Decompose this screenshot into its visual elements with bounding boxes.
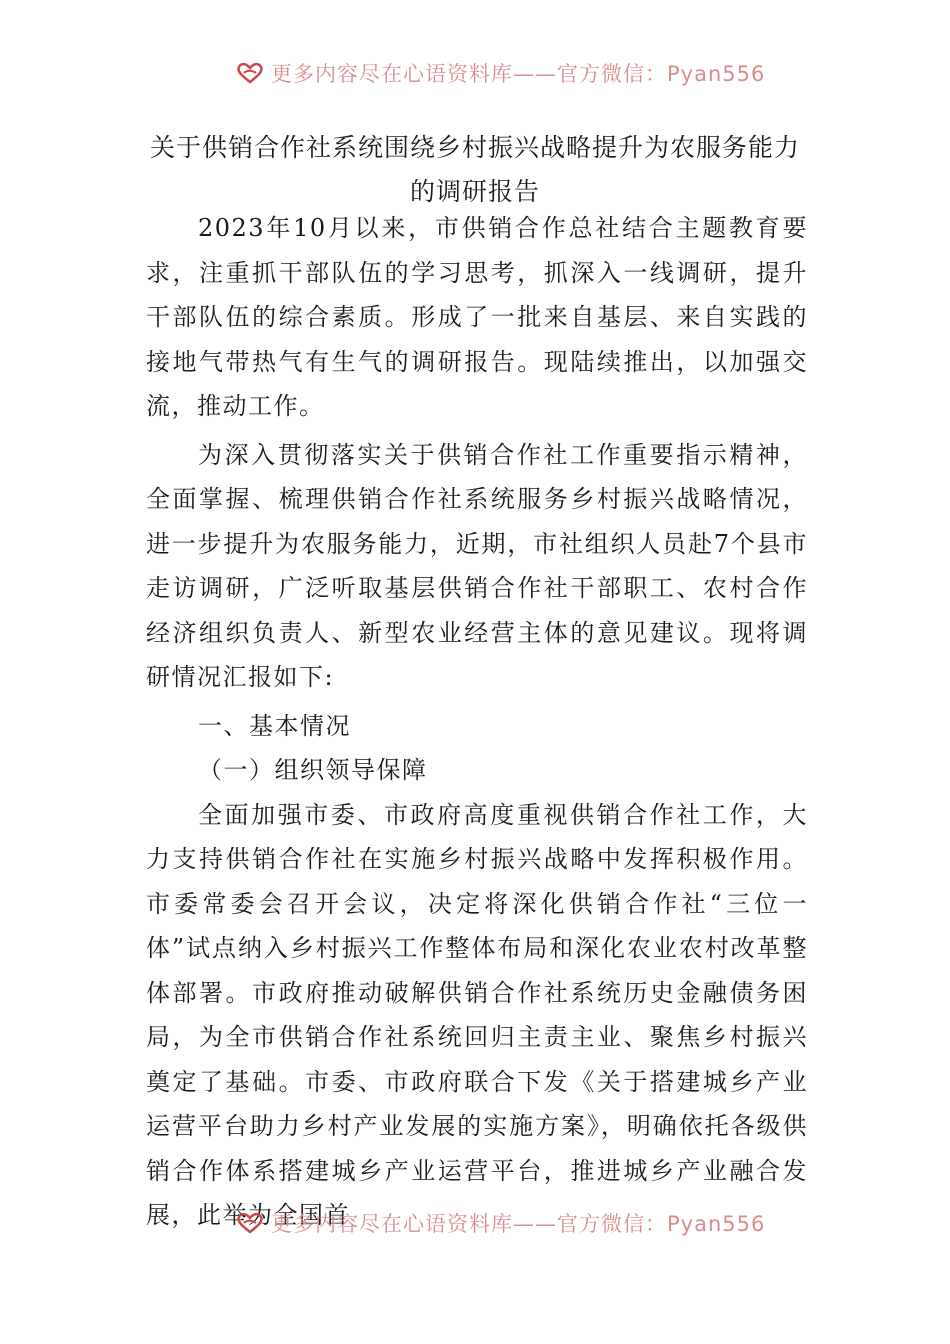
document-title-line1: 关于供销合作社系统围绕乡村振兴战略提升为农服务能力 [149, 133, 800, 162]
watermark-text: 更多内容尽在心语资料库——官方微信：Pyan556 [271, 1212, 766, 1236]
watermark-header [0, 50, 950, 90]
subsection-heading: （一）组织领导保障 [198, 756, 428, 784]
watermark-footer [0, 1200, 950, 1240]
watermark-text: 更多内容尽在心语资料库——官方微信：Pyan556 [271, 62, 766, 86]
document-title-line2: 的调研报告 [409, 177, 540, 206]
heart-logo-icon [235, 1211, 265, 1235]
section-heading: 一、基本情况 [198, 711, 351, 740]
paragraph-purpose: 为深入贯彻落实关于供销合作社工作重要指示精神，全面掌握、梳理供销合作社系统服务乡村振兴战略情况，进一步提升为农服务能力，近期，市社组织人员赴7个县市走访调研，广泛听取基层供销合作社干部职工、农村合作经济组织负责人、新型农业经营主体的意见建议。现将调研情况汇报如下: [146, 440, 808, 691]
document-body [146, 206, 808, 1238]
paragraph-intro: 2023年10月以来，市供销合作总社结合主题教育要求，注重抓干部队伍的学习思考，抓深入一线调研，提升干部队伍的综合素质。形成了一批来自基层、来自实践的接地气带热气有生气的调研报告。现陆续推出，以加强交流，推动工作。 [146, 214, 808, 420]
paragraph-leadership: 全面加强市委、市政府高度重视供销合作社工作，大力支持供销合作社在实施乡村振兴战略中发挥积极作用。市委常委会召开会议，决定将深化供销合作社“三位一体”试点纳入乡村振兴工作整体布局和深化农业农村改革整体部署。市政府推动破解供销合作社系统历史金融债务困局，为全市供销合作社系统回归主责主业、聚焦乡村振兴奠定了基础。市委、市政府联合下发《关于搭建城乡产业运营平台助力乡村产业发展的实施方案》，明确依托各级供销合作体系搭建城乡产业运营平台，推进城乡产业融合发展，此举为全国首 [146, 800, 808, 1229]
heart-logo-icon [235, 61, 265, 85]
